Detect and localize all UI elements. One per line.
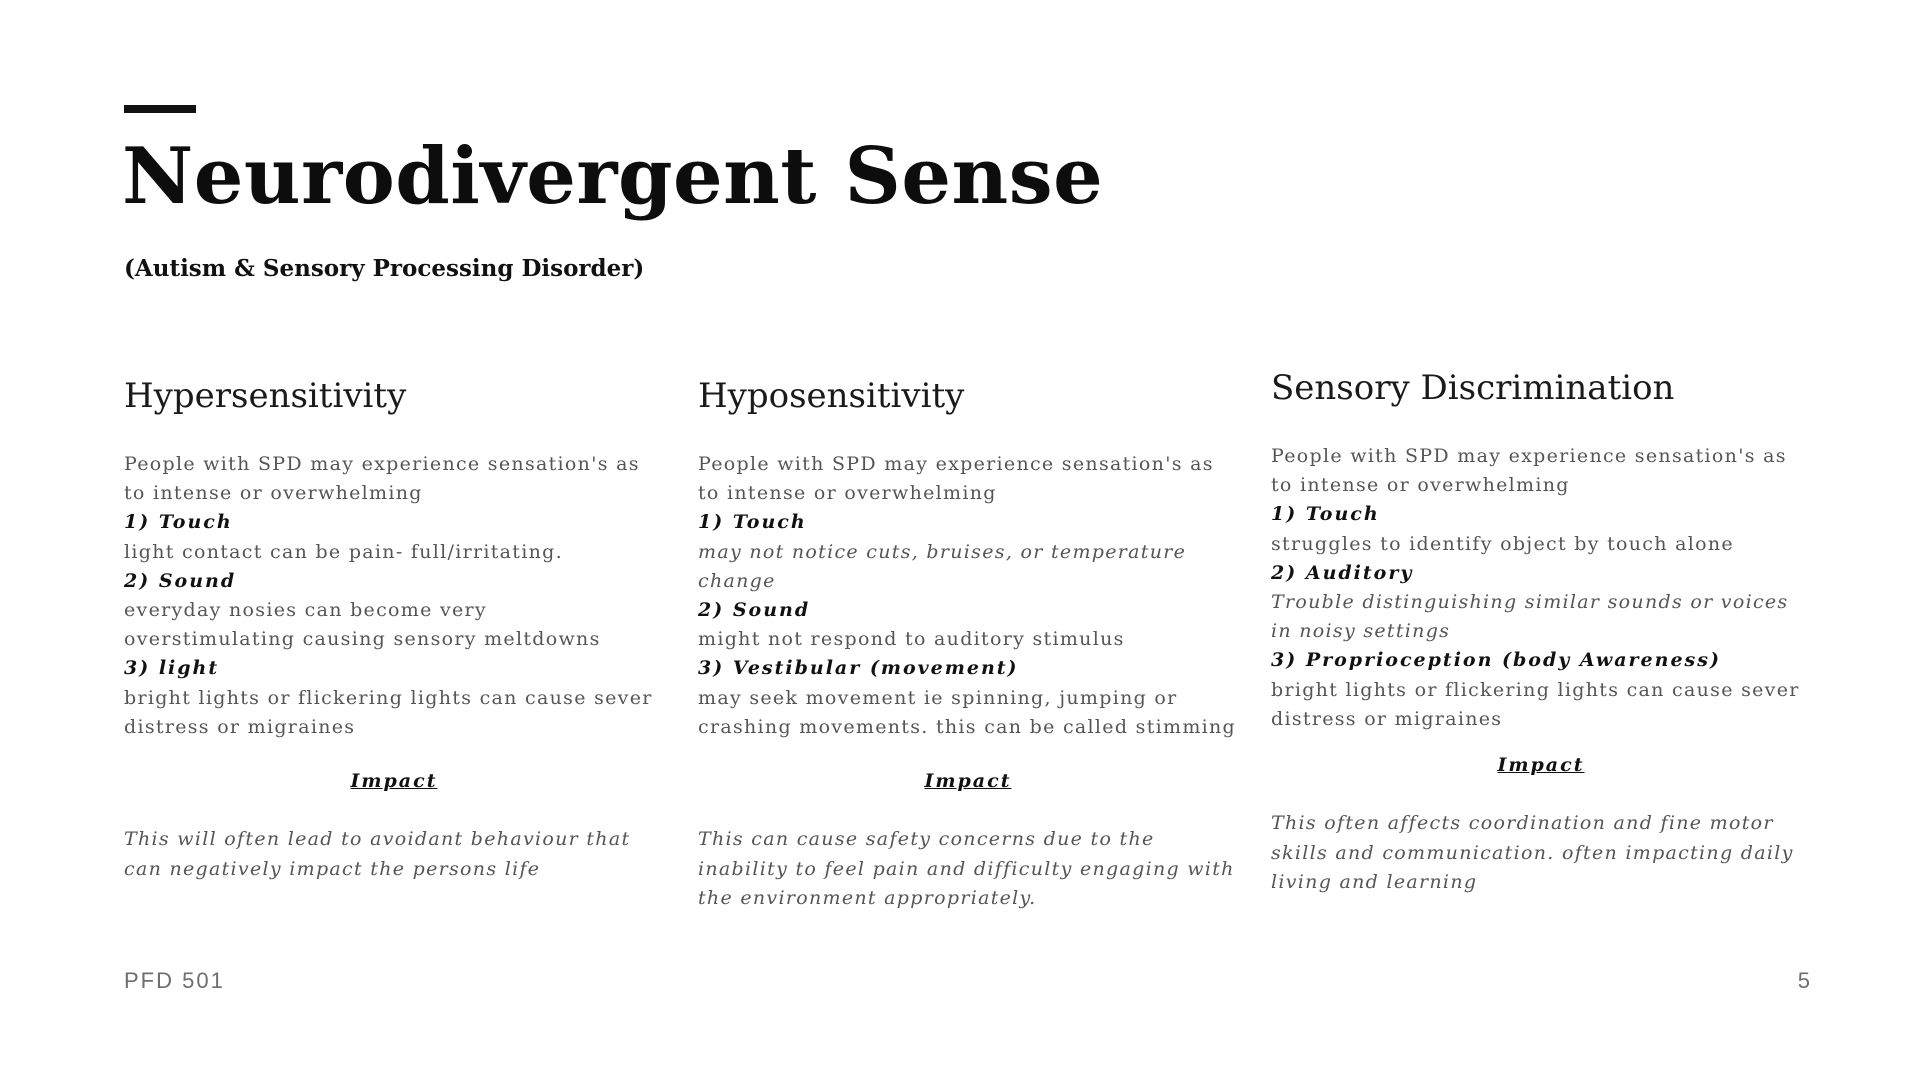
item-text: light contact can be pain- full/irritating.: [124, 540, 563, 563]
column-intro: People with SPD may experience sensation's as to intense or overwhelming: [124, 453, 640, 505]
item-text: Trouble distinguishing similar sounds or voices in noisy settings: [1271, 591, 1789, 643]
impact-label: Impact: [350, 770, 438, 792]
page-number: 5: [1797, 968, 1810, 993]
footer-course-code: PFD 501: [124, 968, 225, 993]
impact-section-hypersensitivity: [124, 767, 664, 884]
item-text: might not respond to auditory stimulus: [698, 628, 1125, 651]
column-body: [698, 450, 1238, 742]
column-body: [1271, 442, 1811, 734]
item-label: 1) Touch: [124, 511, 233, 534]
title-accent-bar: [124, 105, 196, 113]
item-text: bright lights or flickering lights can cause sever distress or migraines: [124, 686, 653, 738]
column-heading: Hypersensitivity: [124, 376, 407, 416]
impact-text: This often affects coordination and fine motor skills and communication. often impacting daily living and learning: [1271, 812, 1794, 893]
column-sensory-discrimination: [1271, 364, 1811, 734]
column-heading: Sensory Discrimination: [1271, 368, 1675, 408]
item-text: everyday nosies can become very overstimulating causing sensory meltdowns: [124, 599, 601, 651]
item-label: 2) Sound: [698, 599, 811, 622]
item-label: 1) Touch: [698, 511, 807, 534]
impact-section-sensory-discrimination: [1271, 751, 1811, 898]
column-heading: Hyposensitivity: [698, 376, 965, 416]
item-text: may seek movement ie spinning, jumping or crashing movements. this can be called stimming: [698, 686, 1237, 738]
item-label: 3) Vestibular (movement): [698, 657, 1019, 680]
impact-label: Impact: [924, 770, 1012, 792]
impact-label: Impact: [1497, 754, 1585, 776]
column-intro: People with SPD may experience sensation's as to intense or overwhelming: [698, 453, 1214, 505]
item-label: 2) Auditory: [1271, 561, 1414, 584]
item-text: bright lights or flickering lights can cause sever distress or migraines: [1271, 678, 1800, 730]
slide-title: Neurodivergent Sense: [122, 131, 1104, 222]
column-hyposensitivity: [698, 372, 1238, 742]
column-body: [124, 450, 664, 742]
column-intro: People with SPD may experience sensation's as to intense or overwhelming: [1271, 445, 1787, 497]
slide-subtitle: (Autism & Sensory Processing Disorder): [124, 255, 645, 282]
impact-text: This can cause safety concerns due to the inability to feel pain and difficulty engaging with the environment appropriately.: [698, 828, 1235, 909]
item-text: may not notice cuts, bruises, or temperature change: [698, 540, 1187, 592]
impact-text: This will often lead to avoidant behaviour that can negatively impact the persons life: [124, 828, 631, 880]
item-text: struggles to identify object by touch alone: [1271, 532, 1734, 555]
item-label: 3) Proprioception (body Awareness): [1271, 649, 1721, 672]
item-label: 3) light: [124, 657, 220, 680]
item-label: 2) Sound: [124, 569, 237, 592]
column-hypersensitivity: [124, 372, 664, 742]
impact-section-hyposensitivity: [698, 767, 1238, 914]
item-label: 1) Touch: [1271, 503, 1380, 526]
